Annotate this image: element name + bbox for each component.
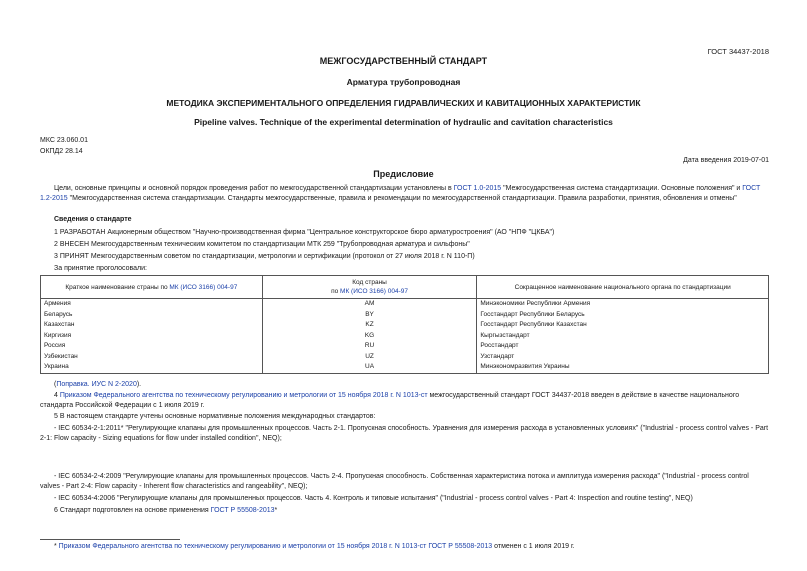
preface-text-a: Цели, основные принципы и основной порядок проведения работ по межгосударственной стандартизации установлены в <box>54 185 454 192</box>
preface-heading: Предисловие <box>373 169 434 179</box>
table-row: Казахстан KZ Госстандарт Республики Казахстан <box>41 320 769 331</box>
gost-r-55508-link[interactable]: ГОСТ Р 55508-2013 <box>210 507 275 514</box>
mk-iso-link-2[interactable]: МК (ИСО 3166) 004-97 <box>340 288 408 295</box>
standard-code: ГОСТ 34437-2018 <box>707 47 769 56</box>
item-2: 2 ВНЕСЕН Межгосударственным техническим комитетом по стандартизации МТК 259 "Трубопроводная арматура и сильфоны" <box>54 241 470 248</box>
header-country: Краткое наименование страны по МК (ИСО 3166) 004-97 <box>41 276 263 299</box>
preface-text-b: "Межгосударственная система стандартизации. Основные положения" и <box>501 185 743 192</box>
mk-iso-link-1[interactable]: МК (ИСО 3166) 004-97 <box>169 283 238 291</box>
gost-1-2-link[interactable]: ГОСТ 1.2-2015 <box>40 185 761 202</box>
mks-code: МКС 23.060.01 <box>40 137 88 144</box>
iec-60534-4: - IEC 60534-4:2006 "Регулирующие клапаны для промышленных процессов. Часть 4. Контроль и типовые испытания" ("Industrial - process control valves - Part 4: Inspection and routine testing", NEQ) <box>54 495 693 502</box>
table-row: Узбекистан UZ Узстандарт <box>41 352 769 363</box>
standard-subject: Арматура трубопроводная <box>346 77 461 87</box>
table-header-row <box>41 276 769 299</box>
item-6: 6 Стандарт подготовлен на основе применения ГОСТ Р 55508-2013* <box>54 507 278 514</box>
table-row: Киргизия KG Кыргызстандарт <box>41 331 769 342</box>
table-row: Беларусь BY Госстандарт Республики Беларусь <box>41 310 769 321</box>
title-russian: МЕТОДИКА ЭКСПЕРИМЕНТАЛЬНОГО ОПРЕДЕЛЕНИЯ ГИДРАВЛИЧЕСКИХ И КАВИТАЦИОННЫХ ХАРАКТЕРИСТИК <box>166 98 641 108</box>
iec-60534-2-4: - IEC 60534-2-4:2009 "Регулирующие клапаны для промышленных процессов. Часть 2-4. Пропускная способность. Собственная характеристика потока и амплитуда измерения расхода" ("Industrial - process control valves - Part 2-4: Flow capacity - Inherent flow characteristics and rangeability", NEQ); <box>40 473 749 490</box>
item-4: 4 Приказом Федерального агентства по техническому регулированию и метрологии от 15 ноября 2018 г. N 1013-ст межгосударственный стандарт ГОСТ 34437-2018 введен в действие в качестве национального стандарта Российской Федерации с 1 июля 2019 г. <box>40 392 740 409</box>
item-1: 1 РАЗРАБОТАН Акционерным обществом "Научно-производственная фирма "Центральное конструкторское бюро арматуростроения" (АО "НПФ "ЦКБА") <box>54 229 555 236</box>
preface-paragraph <box>40 184 770 204</box>
footnote-order-link[interactable]: Приказом Федерального агентства по техническому регулированию и метрологии от 15 ноября 2018 г. N 1013-ст ГОСТ Р 55508-2013 <box>58 543 493 550</box>
footnote-divider <box>40 539 180 540</box>
introduction-date: Дата введения 2019-07-01 <box>683 157 769 164</box>
okpd-code: ОКПД2 28.14 <box>40 148 83 155</box>
item-5: 5 В настоящем стандарте учтены основные нормативные положения международных стандартов: <box>54 413 376 420</box>
item-3: 3 ПРИНЯТ Межгосударственным советом по стандартизации, метрологии и сертификации (протокол от 27 июля 2018 г. N 110-П) <box>54 253 475 260</box>
footnote: * Приказом Федерального агентства по техническому регулированию и метрологии от 15 ноября 2018 г. N 1013-ст ГОСТ Р 55508-2013 отменен с 1 июля 2019 г. <box>54 543 575 550</box>
iec-60534-2-1: - IEC 60534-2-1:2011* "Регулирующие клапаны для промышленных процессов. Часть 2-1. Пропускная способность. Уравнения для измерения расхода в установленных условиях" ("Industrial - process control valves - Part 2-1: Flow capacity - Sizing equations for flow under installed condition", NEQ); <box>40 425 769 442</box>
header-body: Сокращенное наименование национального органа по стандартизации <box>477 276 769 299</box>
member-states-table <box>40 275 769 374</box>
info-heading: Сведения о стандарте <box>54 216 132 223</box>
title-english: Pipeline valves. Technique of the experimental determination of hydraulic and cavitation characteristics <box>194 117 613 127</box>
voted-label: За принятие проголосовали: <box>54 265 147 272</box>
table-row: Россия RU Росстандарт <box>41 341 769 352</box>
amendment-line: (Поправка. ИУС N 2-2020). <box>54 381 142 388</box>
header-code: Код страны по МК (ИСО 3166) 004-97 <box>262 276 477 299</box>
table-row: Украина UA Минэкономразвития Украины <box>41 362 769 373</box>
order-1013-link[interactable]: Приказом Федерального агентства по техническому регулированию и метрологии от 15 ноября 2018 г. N 1013-ст <box>59 392 428 399</box>
preface-text-c: "Межгосударственная система стандартизации. Стандарты межгосударственные, правила и рекомендации по межгосударственной стандартизации. Правила разработки, принятия, обновления и отмены" <box>67 195 737 202</box>
gost-1-0-link[interactable]: ГОСТ 1.0-2015 <box>453 185 502 192</box>
amendment-link[interactable]: Поправка. ИУС N 2-2020 <box>56 381 137 388</box>
table-row: Армения AM Минэкономики Республики Армения <box>41 299 769 310</box>
standard-type: МЕЖГОСУДАРСТВЕННЫЙ СТАНДАРТ <box>319 56 488 66</box>
